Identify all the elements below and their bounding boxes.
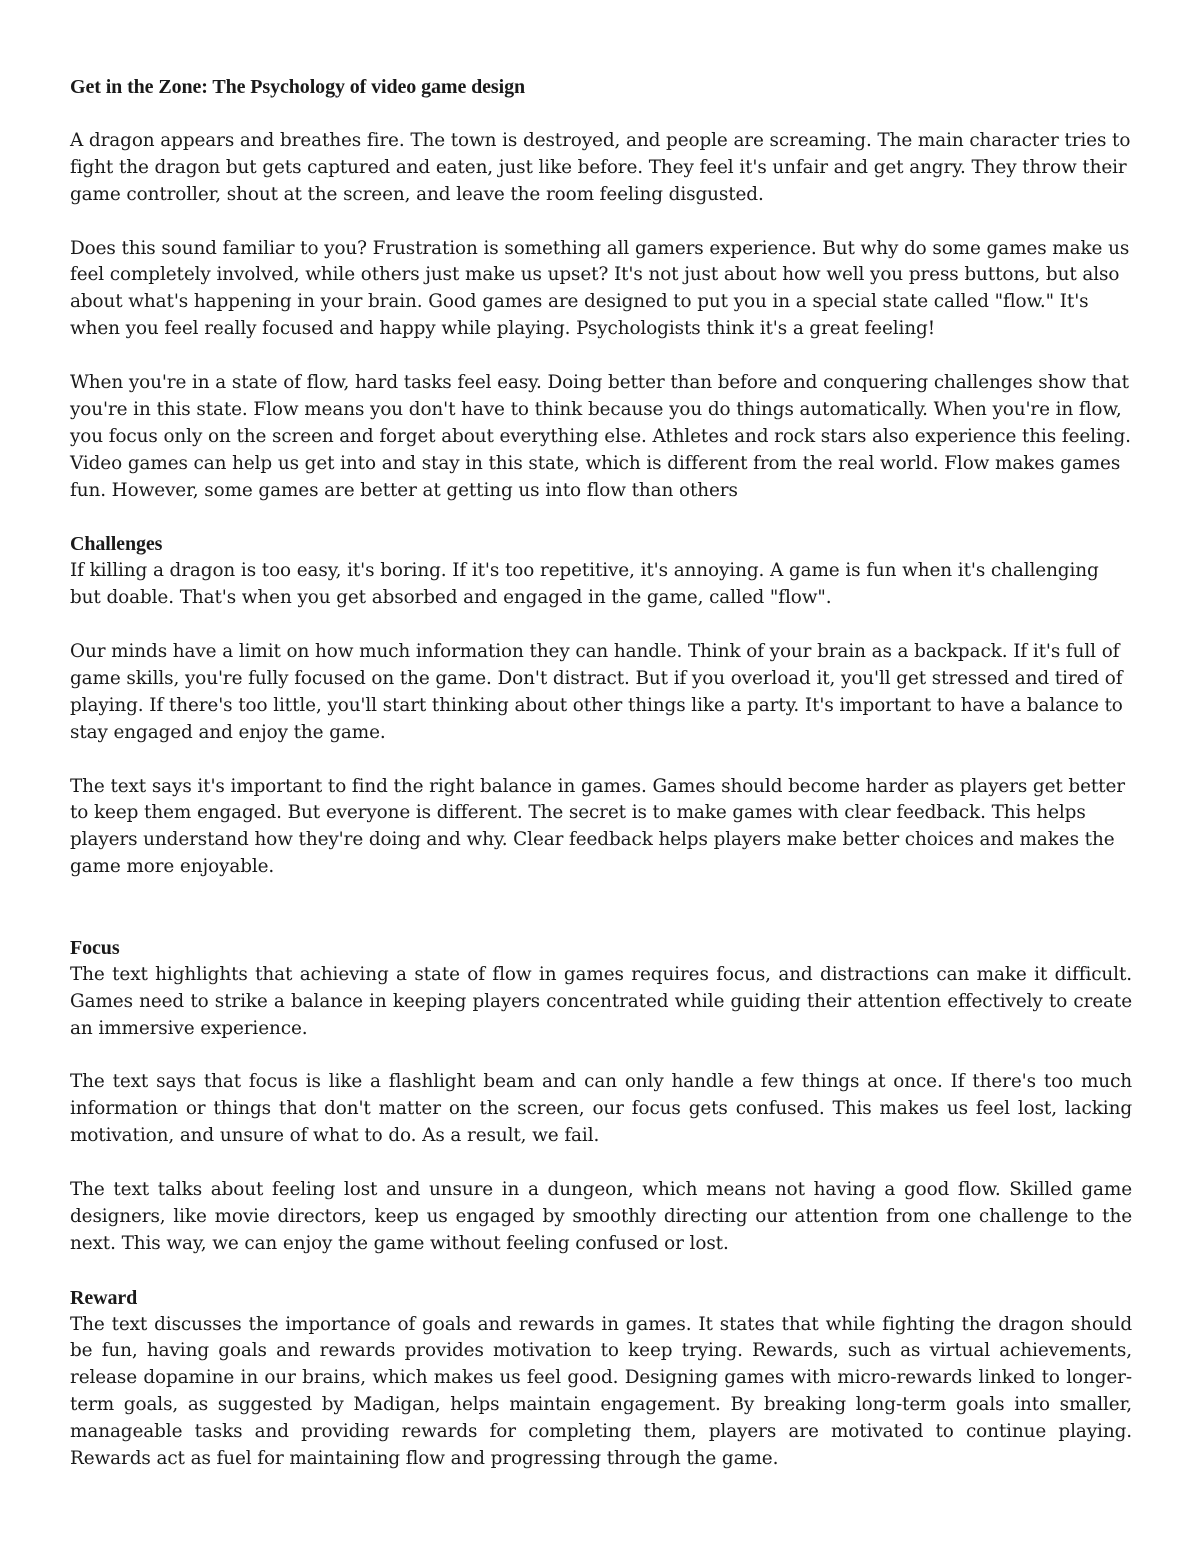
spacer bbox=[70, 1150, 1132, 1177]
focus-paragraph-3: The text talks about feeling lost and unsure in a dungeon, which means not having a good flow. Skilled game designers, like movie directors, keep us engaged by smoothly directing our attention from one challenge to the next. This way, we can enjoy the game without feeling confused or lost. bbox=[70, 1179, 1132, 1254]
spacer bbox=[70, 881, 1132, 935]
document-title: Get in the Zone: The Psychology of video game design bbox=[70, 76, 525, 98]
section-heading-reward: Reward bbox=[70, 1286, 138, 1309]
spacer bbox=[70, 101, 1132, 128]
challenges-paragraph-1: If killing a dragon is too easy, it's boring. If it's too repetitive, it's annoying. A game is fun when it's challenging but doable. That's when you get absorbed and engaged in the game, called "flow". bbox=[70, 560, 1099, 609]
spacer bbox=[70, 343, 1132, 370]
spacer bbox=[70, 209, 1132, 236]
spacer bbox=[70, 1258, 1132, 1285]
section-heading-challenges: Challenges bbox=[70, 533, 163, 556]
spacer bbox=[70, 612, 1132, 639]
intro-paragraph-2: Does this sound familiar to you? Frustration is something all gamers experience. But why do some games make us feel completely involved, while others just make us upset? It's not just about how well you press buttons, but also about what's happening in your brain. Good games are designed to put you in a special state called "flow." It's when you feel really focused and happy while playing. Psychologists think it's a great feeling! bbox=[70, 237, 1130, 340]
intro-paragraph-3: When you're in a state of flow, hard tasks feel easy. Doing better than before and conquering challenges show that you're in this state. Flow means you don't have to think because you do things automatically. When you're in flow, you focus only on the screen and forget about everything else. Athletes and rock stars also experience this feeling. Video games can help us get into and stay in this state, which is different from the real world. Flow makes games fun. However, some games are better at getting us into flow than others bbox=[70, 372, 1131, 501]
spacer bbox=[70, 505, 1132, 532]
section-heading-focus: Focus bbox=[70, 936, 120, 959]
spacer bbox=[70, 1043, 1132, 1070]
reward-paragraph-1: The text discusses the importance of goals and rewards in games. It states that while fighting the dragon should be fun, having goals and rewards provides motivation to keep trying. Rewards, such as virtual achievements, release dopamine in our brains, which makes us feel good. Designing games with micro-rewards linked to longer-term goals, as suggested by Madigan, helps maintain engagement. By breaking long-term goals into smaller, manageable tasks and providing rewards for completing them, players are motivated to continue playing. Rewards act as fuel for maintaining flow and progressing through the game. bbox=[70, 1313, 1132, 1470]
challenges-paragraph-3: The text says it's important to find the right balance in games. Games should become harder as players get better to keep them engaged. But everyone is different. The secret is to make games with clear feedback. This helps players understand how they're doing and why. Clear feedback helps players make better choices and makes the game more enjoyable. bbox=[70, 775, 1125, 878]
focus-paragraph-1: The text highlights that achieving a state of flow in games requires focus, and distractions can make it difficult. Games need to strike a balance in keeping players concentrated while guiding their attention effectively to create an immersive experience. bbox=[70, 963, 1132, 1039]
document-page bbox=[70, 73, 1132, 1473]
focus-paragraph-2: The text says that focus is like a flashlight beam and can only handle a few things at once. If there's too much information or things that don't matter on the screen, our focus gets confused. This makes us feel lost, lacking motivation, and unsure of what to do. As a result, we fail. bbox=[70, 1071, 1132, 1147]
intro-paragraph-1: A dragon appears and breathes fire. The town is destroyed, and people are screaming. The main character tries to fight the dragon but gets captured and eaten, just like before. They feel it's unfair and get angry. They throw their game controller, shout at the screen, and leave the room feeling disgusted. bbox=[70, 129, 1131, 205]
challenges-paragraph-2: Our minds have a limit on how much information they can handle. Think of your brain as a backpack. If it's full of game skills, you're fully focused on the game. Don't distract. But if you overload it, you'll get stressed and tired of playing. If there's too little, you'll start thinking about other things like a party. It's important to have a balance to stay engaged and enjoy the game. bbox=[70, 641, 1123, 743]
spacer bbox=[70, 747, 1132, 774]
